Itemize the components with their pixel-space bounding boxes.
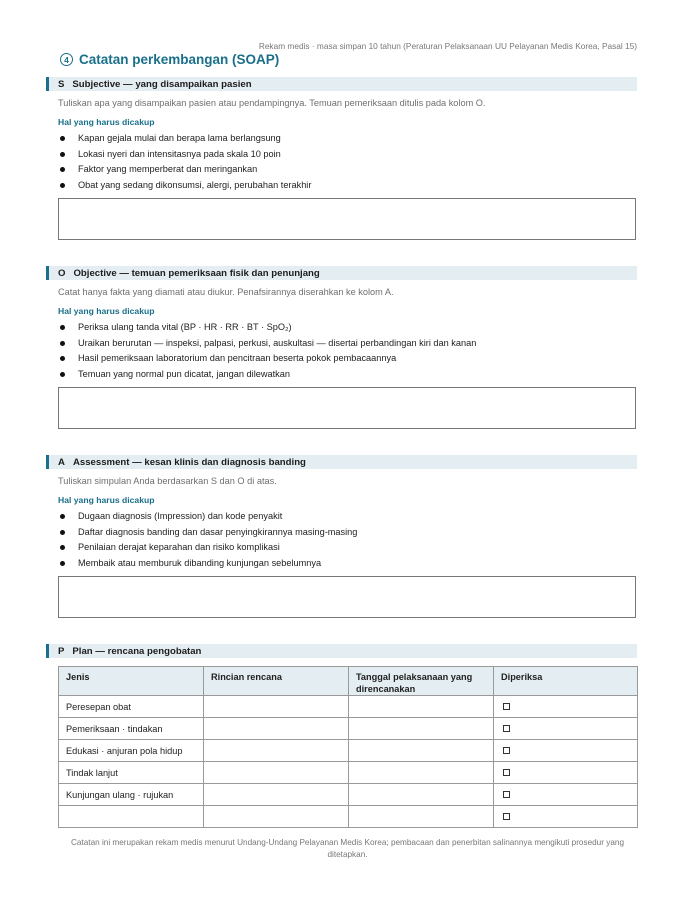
section-header-objective — [46, 266, 637, 280]
must-include-label: Hal yang harus dicakup — [58, 495, 155, 505]
subjective-entry-box[interactable] — [58, 198, 636, 240]
plan-table — [58, 666, 638, 828]
plan-details-cell[interactable] — [204, 740, 349, 762]
plan-details-cell[interactable] — [204, 806, 349, 828]
checkbox[interactable] — [503, 703, 510, 710]
page-title — [60, 52, 279, 67]
section-title: Subjective — yang disampaikan pasien — [72, 78, 252, 90]
table-row — [59, 784, 638, 806]
section-title: Assessment — kesan klinis dan diagnosis banding — [72, 456, 306, 468]
plan-details-cell[interactable] — [204, 784, 349, 806]
plan-date-cell[interactable] — [349, 784, 494, 806]
section-letter: P — [58, 645, 65, 657]
section-title: Plan — rencana pengobatan — [72, 645, 202, 657]
list-item: Penilaian derajat keparahan dan risiko komplikasi — [58, 540, 357, 556]
plan-type-cell: Peresepan obat — [59, 696, 204, 718]
plan-details-cell[interactable] — [204, 762, 349, 784]
section-accent-bar — [46, 644, 49, 658]
section-intro: Tuliskan apa yang disampaikan pasien atau pendampingnya. Temuan pemeriksaan ditulis pada kolom O. — [58, 98, 486, 108]
must-include-label: Hal yang harus dicakup — [58, 306, 155, 316]
retention-note: Rekam medis · masa simpan 10 tahun (Peraturan Pelaksanaan UU Pelayanan Medis Korea, Pasal 15) — [258, 41, 637, 51]
section-header-plan — [46, 644, 637, 658]
section-accent-bar — [46, 77, 49, 91]
table-row — [59, 740, 638, 762]
list-item: Periksa ulang tanda vital (BP · HR · RR · BT · SpO₂) — [58, 320, 476, 336]
table-row — [59, 762, 638, 784]
plan-date-cell[interactable] — [349, 740, 494, 762]
column-header-details: Rincian rencana — [204, 667, 349, 696]
assessment-entry-box[interactable] — [58, 576, 636, 618]
section-letter: S — [58, 78, 65, 90]
list-item: Lokasi nyeri dan intensitasnya pada skala 10 poin — [58, 147, 311, 163]
plan-details-cell[interactable] — [204, 718, 349, 740]
checkbox[interactable] — [503, 769, 510, 776]
plan-date-cell[interactable] — [349, 762, 494, 784]
checkbox[interactable] — [503, 747, 510, 754]
must-include-list — [58, 320, 476, 382]
column-header-checked: Diperiksa — [494, 667, 638, 696]
list-item: Daftar diagnosis banding dan dasar penyingkirannya masing-masing — [58, 525, 357, 541]
plan-type-cell: Pemeriksaan · tindakan — [59, 718, 204, 740]
list-item: Hasil pemeriksaan laboratorium dan pencitraan beserta pokok pembacaannya — [58, 351, 476, 367]
list-item: Faktor yang memperberat dan meringankan — [58, 162, 311, 178]
column-header-type: Jenis — [59, 667, 204, 696]
footer-note: Catatan ini merupakan rekam medis menurut Undang-Undang Pelayanan Medis Korea; pembacaan dan penerbitan salinannya mengikuti prosedur yang ditetapkan. — [71, 838, 624, 859]
section-number-badge: 4 — [60, 53, 73, 66]
plan-date-cell[interactable] — [349, 696, 494, 718]
plan-checked-cell — [494, 762, 638, 784]
table-row — [59, 718, 638, 740]
plan-type-cell[interactable] — [59, 806, 204, 828]
list-item: Kapan gejala mulai dan berapa lama berlangsung — [58, 131, 311, 147]
section-intro: Catat hanya fakta yang diamati atau diukur. Penafsirannya diserahkan ke kolom A. — [58, 287, 394, 297]
section-accent-bar — [46, 455, 49, 469]
section-header-assessment — [46, 455, 637, 469]
table-row — [59, 806, 638, 828]
list-item: Dugaan diagnosis (Impression) dan kode penyakit — [58, 509, 357, 525]
list-item: Obat yang sedang dikonsumsi, alergi, perubahan terakhir — [58, 178, 311, 194]
list-item: Uraikan berurutan — inspeksi, palpasi, perkusi, auskultasi — disertai perbandingan kiri dan kanan — [58, 336, 476, 352]
table-header-row — [59, 667, 638, 696]
must-include-list — [58, 131, 311, 193]
checkbox[interactable] — [503, 725, 510, 732]
must-include-label: Hal yang harus dicakup — [58, 117, 155, 127]
section-accent-bar — [46, 266, 49, 280]
plan-type-cell: Tindak lanjut — [59, 762, 204, 784]
plan-details-cell[interactable] — [204, 696, 349, 718]
checkbox[interactable] — [503, 813, 510, 820]
section-letter: O — [58, 267, 66, 279]
plan-checked-cell — [494, 696, 638, 718]
checkbox[interactable] — [503, 791, 510, 798]
section-intro: Tuliskan simpulan Anda berdasarkan S dan O di atas. — [58, 476, 277, 486]
plan-checked-cell — [494, 806, 638, 828]
section-header-subjective — [46, 77, 637, 91]
column-header-planned-date: Tanggal pelaksanaan yang direncanakan — [349, 667, 494, 696]
plan-checked-cell — [494, 718, 638, 740]
page-title-text: Catatan perkembangan (SOAP) — [79, 52, 280, 67]
plan-date-cell[interactable] — [349, 718, 494, 740]
objective-entry-box[interactable] — [58, 387, 636, 429]
table-row — [59, 696, 638, 718]
plan-date-cell[interactable] — [349, 806, 494, 828]
list-item: Temuan yang normal pun dicatat, jangan dilewatkan — [58, 367, 476, 383]
must-include-list — [58, 509, 357, 571]
section-letter: A — [58, 456, 65, 468]
section-title: Objective — temuan pemeriksaan fisik dan penunjang — [73, 267, 320, 279]
plan-checked-cell — [494, 740, 638, 762]
plan-checked-cell — [494, 784, 638, 806]
plan-type-cell: Edukasi · anjuran pola hidup — [59, 740, 204, 762]
list-item: Membaik atau memburuk dibanding kunjungan sebelumnya — [58, 556, 357, 572]
plan-type-cell: Kunjungan ulang · rujukan — [59, 784, 204, 806]
